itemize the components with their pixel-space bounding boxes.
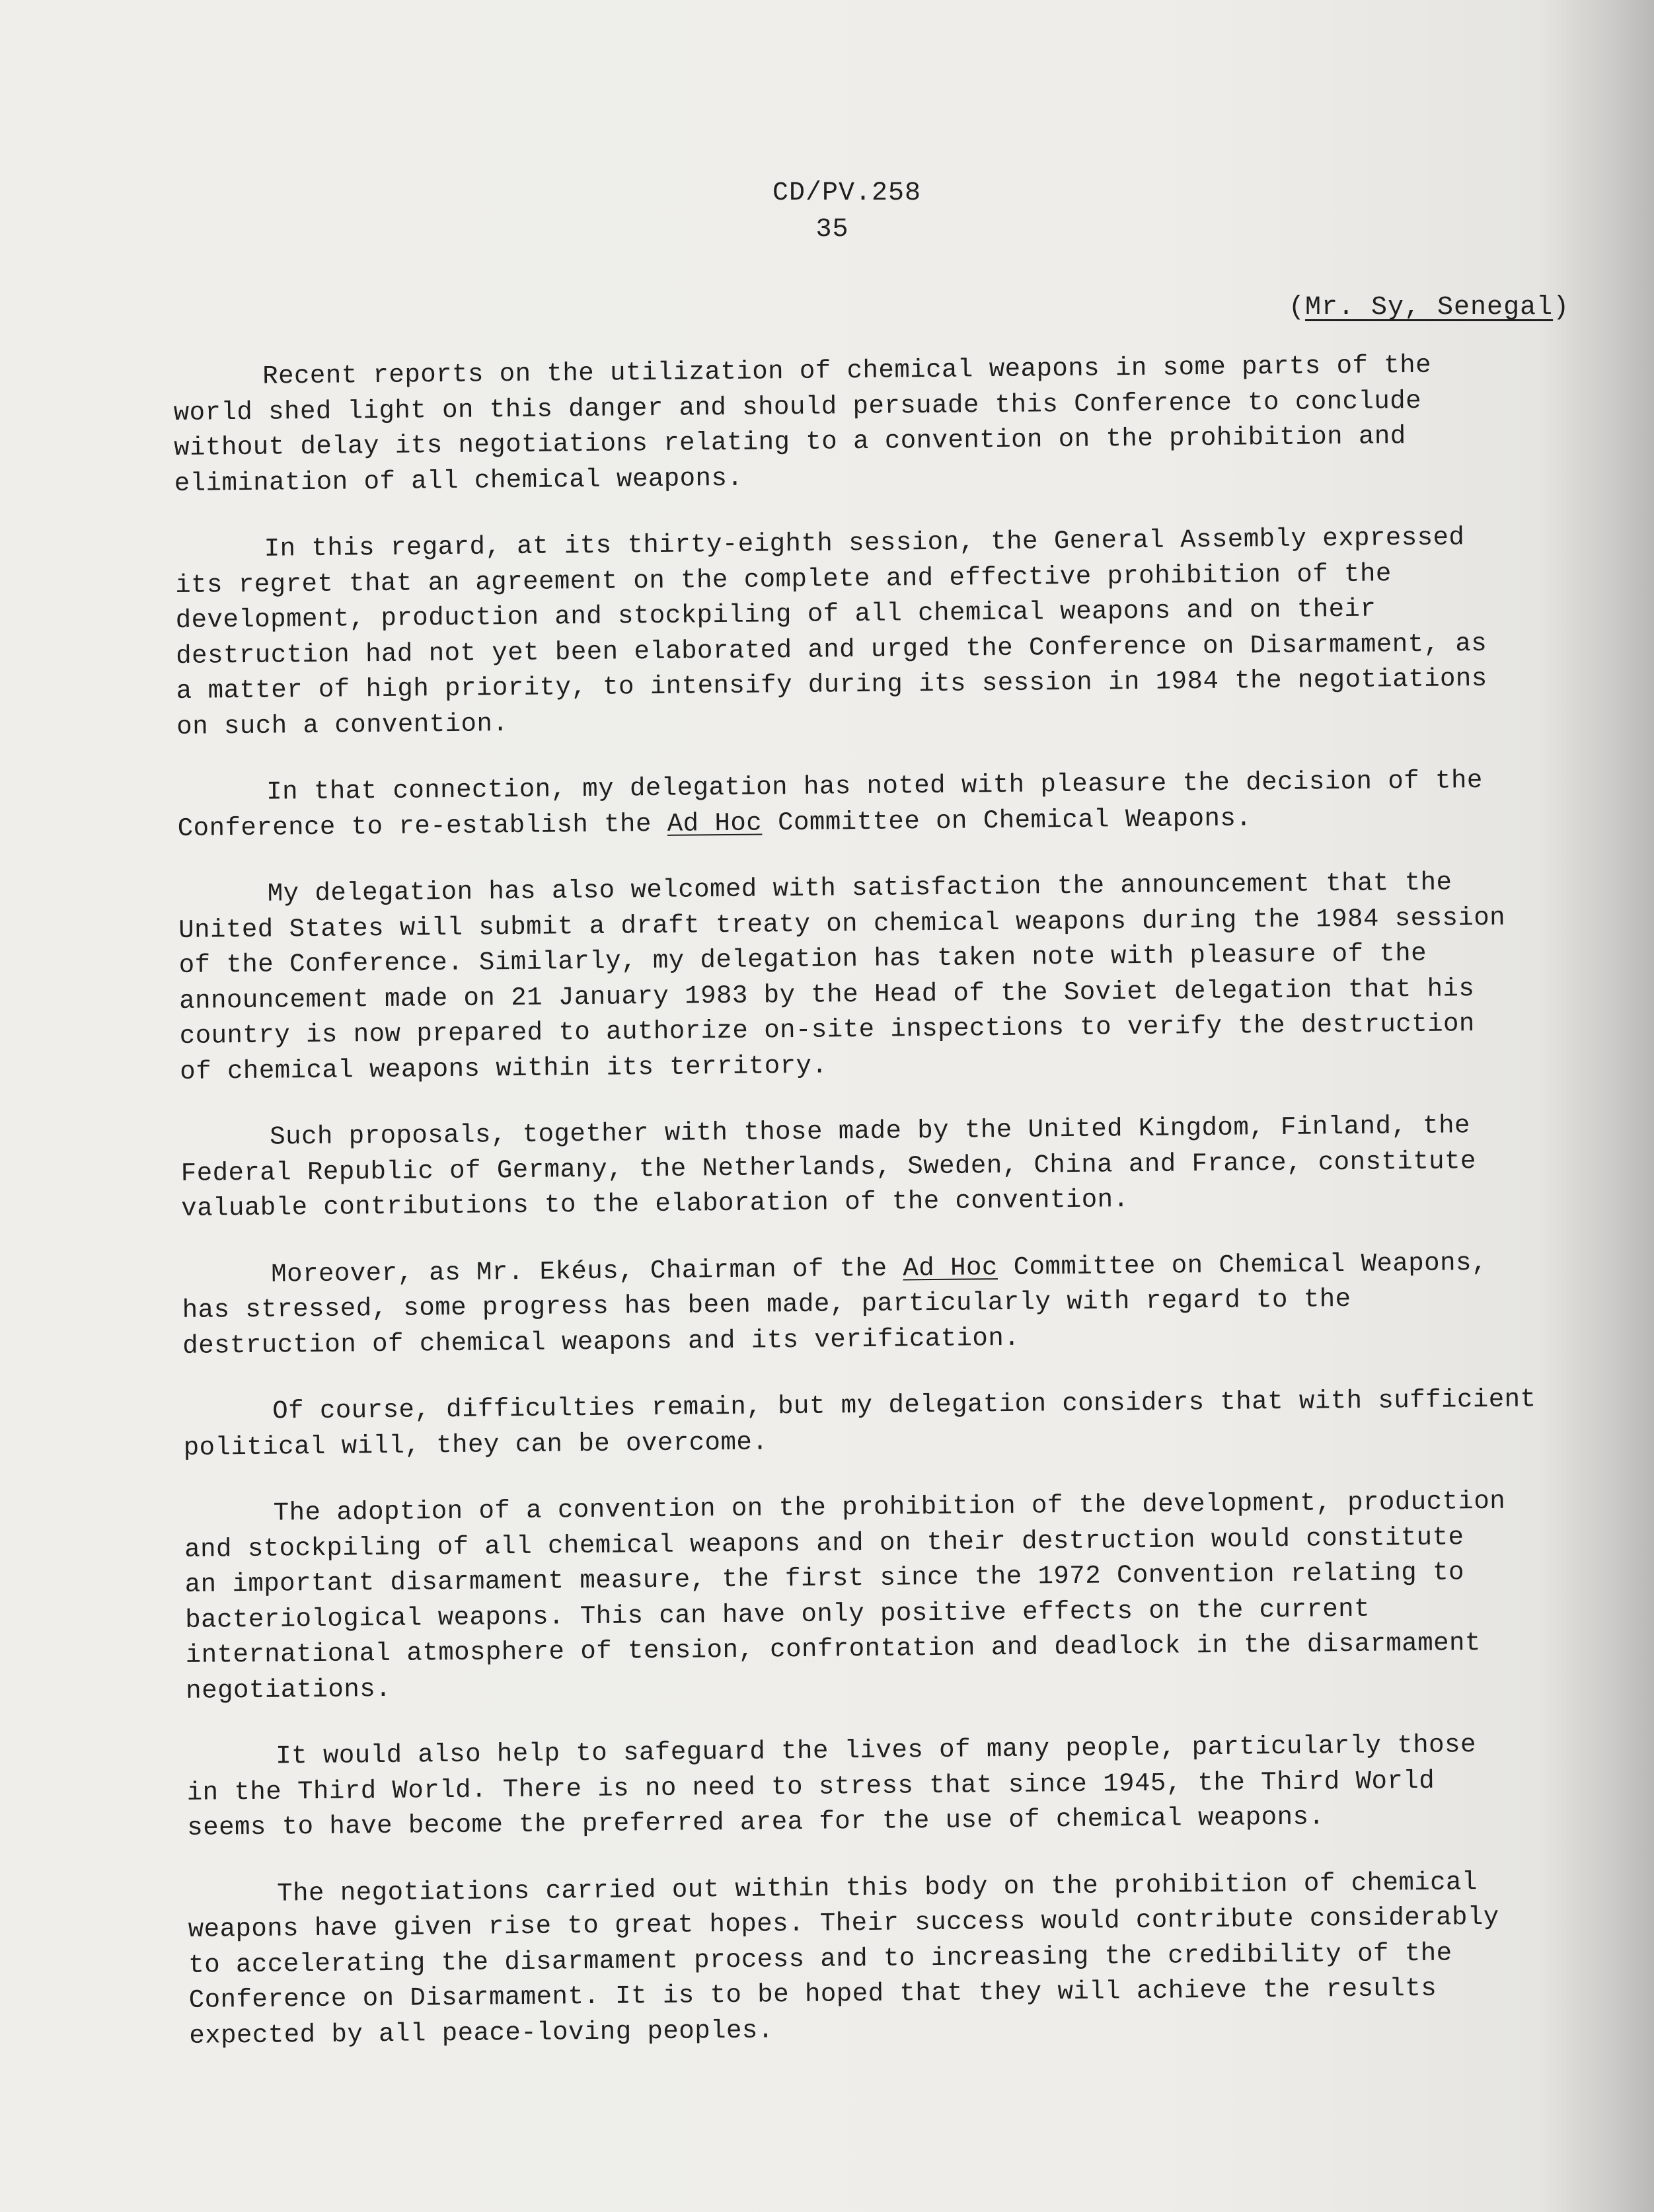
text-line: an important disarmament measure, the first since the 1972 Convention relating to	[184, 1558, 1465, 1599]
paragraph	[175, 519, 1631, 745]
text-segment: Moreover, as Mr. Ekéus, Chairman of the	[271, 1253, 903, 1289]
speaker-attribution	[1289, 293, 1569, 323]
text-line: in the Third World. There is no need to stress that since 1945, the Third World	[186, 1766, 1435, 1808]
statement-body	[173, 346, 1643, 2085]
paragraph	[186, 1726, 1641, 1847]
text-line: It would also help to safeguard the lives of many people, particularly those	[276, 1730, 1477, 1771]
text-line: seems to have become the preferred area for the use of chemical weapons.	[187, 1802, 1325, 1843]
text-line: to accelerating the disarmament process and to increasing the credibility of the	[188, 1938, 1452, 1980]
text-line: The adoption of a convention on the prohibition of the development, production	[273, 1486, 1506, 1528]
page-number: 35	[815, 215, 849, 245]
text-line: world shed light on this danger and should persuade this Conference to conclude	[173, 386, 1422, 428]
document-symbol: CD/PV.258	[772, 178, 922, 208]
paragraph	[183, 1381, 1637, 1466]
text-line: United States will submit a draft treaty on chemical weapons during the 1984 session	[178, 903, 1506, 945]
text-segment: Committee on Chemical Weapons,	[997, 1248, 1488, 1282]
text-line: Federal Republic of Germany, the Netherlands, Sweden, China and France, constitute	[180, 1146, 1477, 1188]
text-line: development, production and stockpiling of all chemical weapons and on their	[175, 594, 1376, 635]
text-line: destruction had not yet been elaborated and urged the Conference on Disarmament, as	[176, 629, 1487, 671]
text-line: My delegation has also welcomed with satisfaction the announcement that the	[267, 868, 1452, 909]
text-line: bacteriological weapons. This can have only positive effects on the current	[185, 1594, 1371, 1635]
text-line: Conference on Disarmament. It is to be hoped that they will achieve the results	[188, 1973, 1437, 2015]
text-line: valuable contributions to the elaboration of the convention.	[181, 1185, 1129, 1223]
speaker-close-paren: )	[1553, 293, 1570, 323]
speaker-name: Mr. Sy, Senegal	[1305, 293, 1554, 323]
text-segment: Conference to re-establish the	[177, 809, 668, 843]
paragraph	[188, 1863, 1643, 2054]
paragraph	[178, 864, 1634, 1090]
text-line: announcement made on 21 January 1983 by the Head of the Soviet delegation that his	[179, 973, 1475, 1016]
text-line: negotiations.	[186, 1674, 392, 1706]
paragraph	[177, 762, 1632, 847]
text-line: of chemical weapons within its territory.	[180, 1051, 828, 1087]
text-line: a matter of high priority, to intensify during its session in 1984 the negotiations	[176, 664, 1487, 706]
text-line: its regret that an agreement on the complete and effective prohibition of the	[175, 558, 1392, 600]
underlined-term: Ad Hoc	[667, 808, 763, 839]
paragraph	[180, 1107, 1635, 1227]
text-line: In that connection, my delegation has noted with pleasure the decision of the	[266, 766, 1484, 807]
text-line: expected by all peace-loving peoples.	[189, 2015, 774, 2051]
paragraph	[173, 346, 1628, 502]
text-line: Such proposals, together with those made by the United Kingdom, Finland, the	[270, 1111, 1471, 1152]
text-line: In this regard, at its thirty-eighth session, the General Assembly expressed	[264, 523, 1465, 564]
text-line: destruction of chemical weapons and its verification.	[182, 1323, 1020, 1361]
text-line: and stockpiling of all chemical weapons and on their destruction would constitute	[184, 1522, 1464, 1564]
text-line: Of course, difficulties remain, but my delegation considers that with sufficient	[272, 1385, 1536, 1426]
text-line: country is now prepared to authorize on-site inspections to verify the destruction	[179, 1009, 1476, 1051]
text-line: weapons have given rise to great hopes. Their success would contribute considerably	[188, 1902, 1499, 1944]
text-line: The negotiations carried out within this body on the prohibition of chemical	[277, 1867, 1478, 1909]
text-line: international atmosphere of tension, confrontation and deadlock in the disarmament	[185, 1628, 1482, 1670]
text-line: elimination of all chemical weapons.	[174, 463, 743, 498]
text-line: political will, they can be overcome.	[183, 1427, 769, 1463]
text-line: has stressed, some progress has been made, particularly with regard to the	[182, 1284, 1351, 1325]
text-line: without delay its negotiations relating to a convention on the prohibition and	[174, 422, 1406, 463]
text-segment: Committee on Chemical Weapons.	[762, 803, 1252, 837]
text-line: Recent reports on the utilization of chemical weapons in some parts of the	[262, 350, 1432, 391]
text-line: of the Conference. Similarly, my delegation has taken note with pleasure of the	[178, 938, 1427, 980]
paragraph	[184, 1483, 1640, 1709]
paragraph	[182, 1244, 1636, 1364]
speaker-open-paren: (	[1289, 293, 1306, 323]
text-line: on such a convention.	[176, 708, 509, 742]
underlined-term: Ad Hoc	[903, 1252, 998, 1283]
